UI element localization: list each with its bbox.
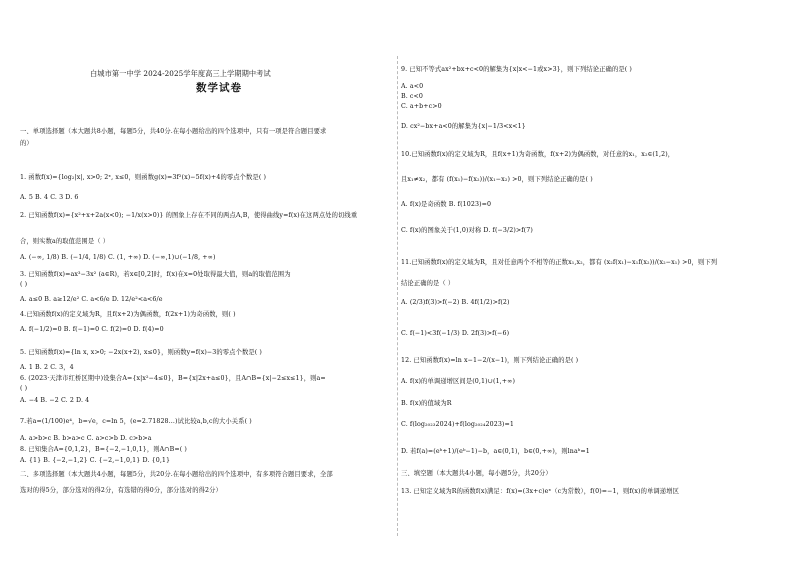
question-10-cont: 且x₁≠x₂，都有 (f(x₁)−f(x₂))/(x₁−x₂) >0，则下列结论正确的是( ) <box>401 176 593 183</box>
question-12-option-d: D. 若f(a)=(eᵇ+1)/(eᵇ−1)−b，a∈(0,1)，b∈(0,+∞)，则lnaᵇ=1 <box>401 448 590 455</box>
question-3-cont: ( ) <box>20 281 28 288</box>
question-7-options: A. a>b>c B. b>a>c C. a>c>b D. c>b>a <box>20 435 152 442</box>
question-3: 3. 已知函数f(x)=ax³−3x² (a∈R)，若x∈[0,2]时，f(x)在x=0处取得最大值，则a的取值范围为 <box>20 271 291 278</box>
question-2: 2. 已知函数f(x)={x²+x+2a(x<0); −1/x(x>0)} 的图象上存在不同的两点A,B，使得曲线y=f(x)在这两点处的切线重 <box>20 212 358 219</box>
question-1-options: A. 5 B. 4 C. 3 D. 6 <box>20 194 79 201</box>
question-10: 10.已知函数f(x)的定义域为R，且f(x+1)为奇函数，f(x+2)为偶函数，对任意的x₁，x₂∈(1,2)， <box>401 151 675 158</box>
question-10-options-cd: C. f(x)的图象关于(1,0)对称 D. f(−3/2)>f(7) <box>401 227 533 234</box>
question-2-cont: 合，则实数a的取值范围是（ ） <box>20 238 110 245</box>
question-3-options: A. a≤0 B. a≥12/e² C. a<6/e D. 12/e²<a<6/e <box>20 296 163 303</box>
exam-title: 白城市第一中学 2024-2025学年度高三上学期期中考试 <box>90 69 271 78</box>
question-12-option-b: B. f(x)的值域为R <box>401 400 452 407</box>
question-11-options-ab: A. (2/3)f(3)>f(−2) B. 4f(1/2)>f(2) <box>401 299 510 306</box>
question-11: 11.已知函数f(x)的定义域为R，且对任意两个不相等的正数x₁,x₂，都有 (x₂f(x₁)−x₁f(x₂))/(x₂−x₁) >0，则下列 <box>401 259 718 266</box>
question-11-cont: 结论正确的是（ ） <box>401 280 455 287</box>
question-12-option-a: A. f(x)的单调递增区间是(0,1)∪(1,+∞) <box>401 378 516 385</box>
question-9-option-a: A. a<0 <box>401 83 424 90</box>
question-4: 4.已知函数f(x)的定义域为R，且f(x+2)为偶函数，f(2x+1)为奇函数，则( ) <box>20 311 236 318</box>
question-6-cont: ( ) <box>20 385 28 392</box>
question-9: 9. 已知不等式ax²+bx+c<0的解集为{x|x<−1或x>3}，则下列结论正确的是( ) <box>401 66 632 73</box>
question-8-options: A. {1} B. {−2,−1,2} C. {−2,−1,0,1} D. {0,1} <box>20 457 171 464</box>
question-9-option-d: D. cx²−bx+a<0的解集为{x|−1/3<x<1} <box>401 123 526 130</box>
question-12-option-c: C. f(log₂₀₂₃2024)+f(log₂₀₂₄2023)=1 <box>401 421 514 428</box>
question-6: 6. (2023·天津市红桥区期中)设集合A={x|x²−4≤0}，B={x|2x+a≤0}，且A∩B={x|−2≤x≤1}，则a= <box>20 375 326 382</box>
section1-heading: 一、单项选择题（本大题共8小题，每题5分，共40分.在每小题给出的四个选项中，只有一项是符合题目要求 <box>20 128 327 135</box>
question-12: 12. 已知函数f(x)=ln x−1−2/(x−1)，则下列结论正确的是( ) <box>401 357 579 364</box>
section2-heading-cont: 选对的得5分，部分选对的得2分，有选错的得0分，部分选对的得2分） <box>20 487 222 494</box>
question-5: 5. 已知函数f(x)={ln x, x>0; −2x(x+2), x≤0}，则函数y=f(x)−3的零点个数是( ) <box>20 349 262 356</box>
question-11-options-cd: C. f(−1)<3f(−1/3) D. 2f(3)>f(−6) <box>401 330 510 337</box>
subject-title: 数学试卷 <box>196 82 242 94</box>
question-9-option-b: B. c<0 <box>401 93 424 100</box>
question-10-options-ab: A. f(x)是奇函数 B. f(1023)=0 <box>401 201 492 208</box>
question-1: 1. 函数f(x)={log₂|x|, x>0; 2ˣ, x≤0，则函数g(x)=3f²(x)−5f(x)+4的零点个数是( ) <box>20 174 267 181</box>
question-4-options: A. f(−1/2)=0 B. f(−1)=0 C. f(2)=0 D. f(4)=0 <box>20 326 164 333</box>
question-8: 8. 已知集合A={0,1,2}，B={−2,−1,0,1}，则A∩B=( ) <box>20 446 187 453</box>
question-6-options: A. −4 B. −2 C. 2 D. 4 <box>20 397 90 404</box>
question-13: 13. 已知定义域为R的函数f(x)满足：f(x)=(3x+c)eˣ（c为常数），f(0)=−1，则f(x)的单调递增区 <box>401 488 679 495</box>
question-9-option-c: C. a+b+c>0 <box>401 103 442 110</box>
question-2-options: A. (−∞, 1/8) B. (−1/4, 1/8) C. (1, +∞) D. (−∞,1)∪(−1/8, +∞) <box>20 254 216 261</box>
right-column <box>397 0 794 562</box>
question-7: 7.若a=(1/100)e⁴，b=√e，c=ln 5，(e=2.71828…)试比较a,b,c的大小关系( ) <box>20 418 252 425</box>
section1-heading-cont: 的） <box>20 140 33 147</box>
section3-heading: 三、填空题（本大题共4小题，每小题5分，共20分） <box>401 470 552 477</box>
question-5-options: A. 1 B. 2 C. 3，4 <box>20 364 74 371</box>
section2-heading: 二、多项选择题（本大题共4小题，每题5分，共20分.在每小题给出的四个选项中，有多项符合题目要求，全部 <box>20 471 333 478</box>
